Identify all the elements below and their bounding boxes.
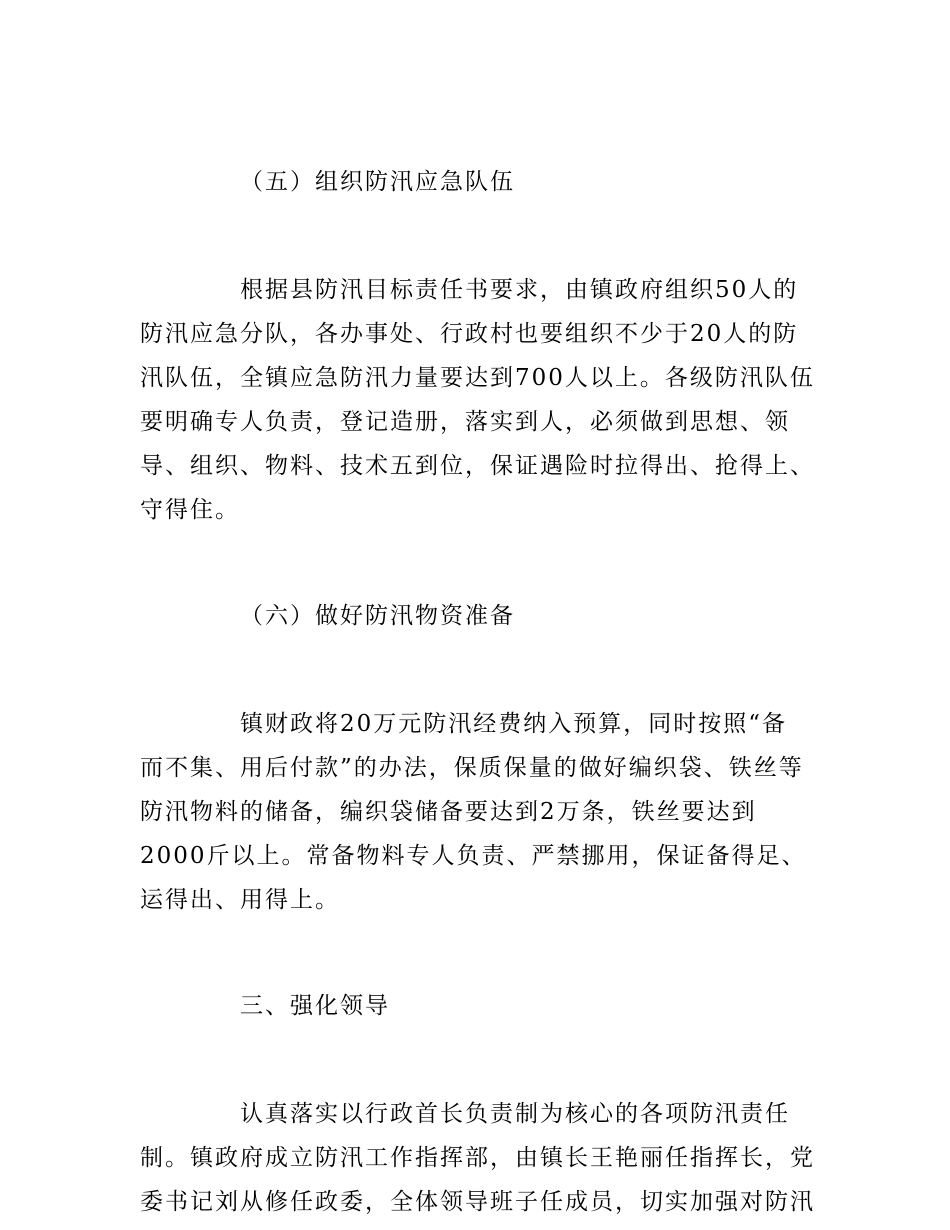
- section-heading: （五）组织防汛应急队伍: [240, 169, 515, 195]
- section-paragraph: [140, 1092, 815, 1224]
- paragraph-line: 委书记刘从修任政委，全体领导班子任成员，切实加强对防汛: [140, 1189, 815, 1215]
- section-heading: （六）做好防汛物资准备: [240, 603, 515, 629]
- paragraph-line: 2000斤以上。常备物料专人负责、严禁挪用，保证备得足、: [140, 843, 807, 869]
- document-page: [140, 160, 815, 1224]
- section-five: [140, 160, 815, 594]
- paragraph-line: 防汛应急分队，各办事处、行政村也要组织不少于20人的防: [140, 321, 799, 347]
- paragraph-line: 汛队伍，全镇应急防汛力量要达到700人以上。各级防汛队伍: [140, 365, 815, 391]
- section-heading: 三、强化领导: [240, 993, 390, 1019]
- paragraph-line: 运得出、用得上。: [140, 887, 340, 913]
- paragraph-line: 导、组织、物料、技术五到位，保证遇险时拉得出、抢得上、: [140, 453, 815, 479]
- paragraph-line: 要明确专人负责，登记造册，落实到人，必须做到思想、领: [140, 409, 790, 435]
- paragraph-line: 镇财政将20万元防汛经费纳入预算，同时按照“备: [240, 711, 788, 737]
- paragraph-line: 认真落实以行政首长负责制为核心的各项防汛责任: [240, 1101, 790, 1127]
- paragraph-line: 防汛物料的储备，编织袋储备要达到2万条，铁丝要达到: [140, 799, 757, 825]
- section-paragraph: [140, 702, 810, 922]
- paragraph-line: 而不集、用后付款”的办法，保质保量的做好编织袋、铁丝等: [140, 755, 804, 781]
- paragraph-line: 守得住。: [140, 497, 240, 523]
- section-three: [140, 984, 815, 1224]
- section-paragraph: [140, 268, 815, 532]
- section-six: [140, 594, 810, 984]
- paragraph-line: 制。镇政府成立防汛工作指挥部，由镇长王艳丽任指挥长，党: [140, 1145, 815, 1171]
- paragraph-line: 根据县防汛目标责任书要求，由镇政府组织50人的: [240, 277, 799, 303]
